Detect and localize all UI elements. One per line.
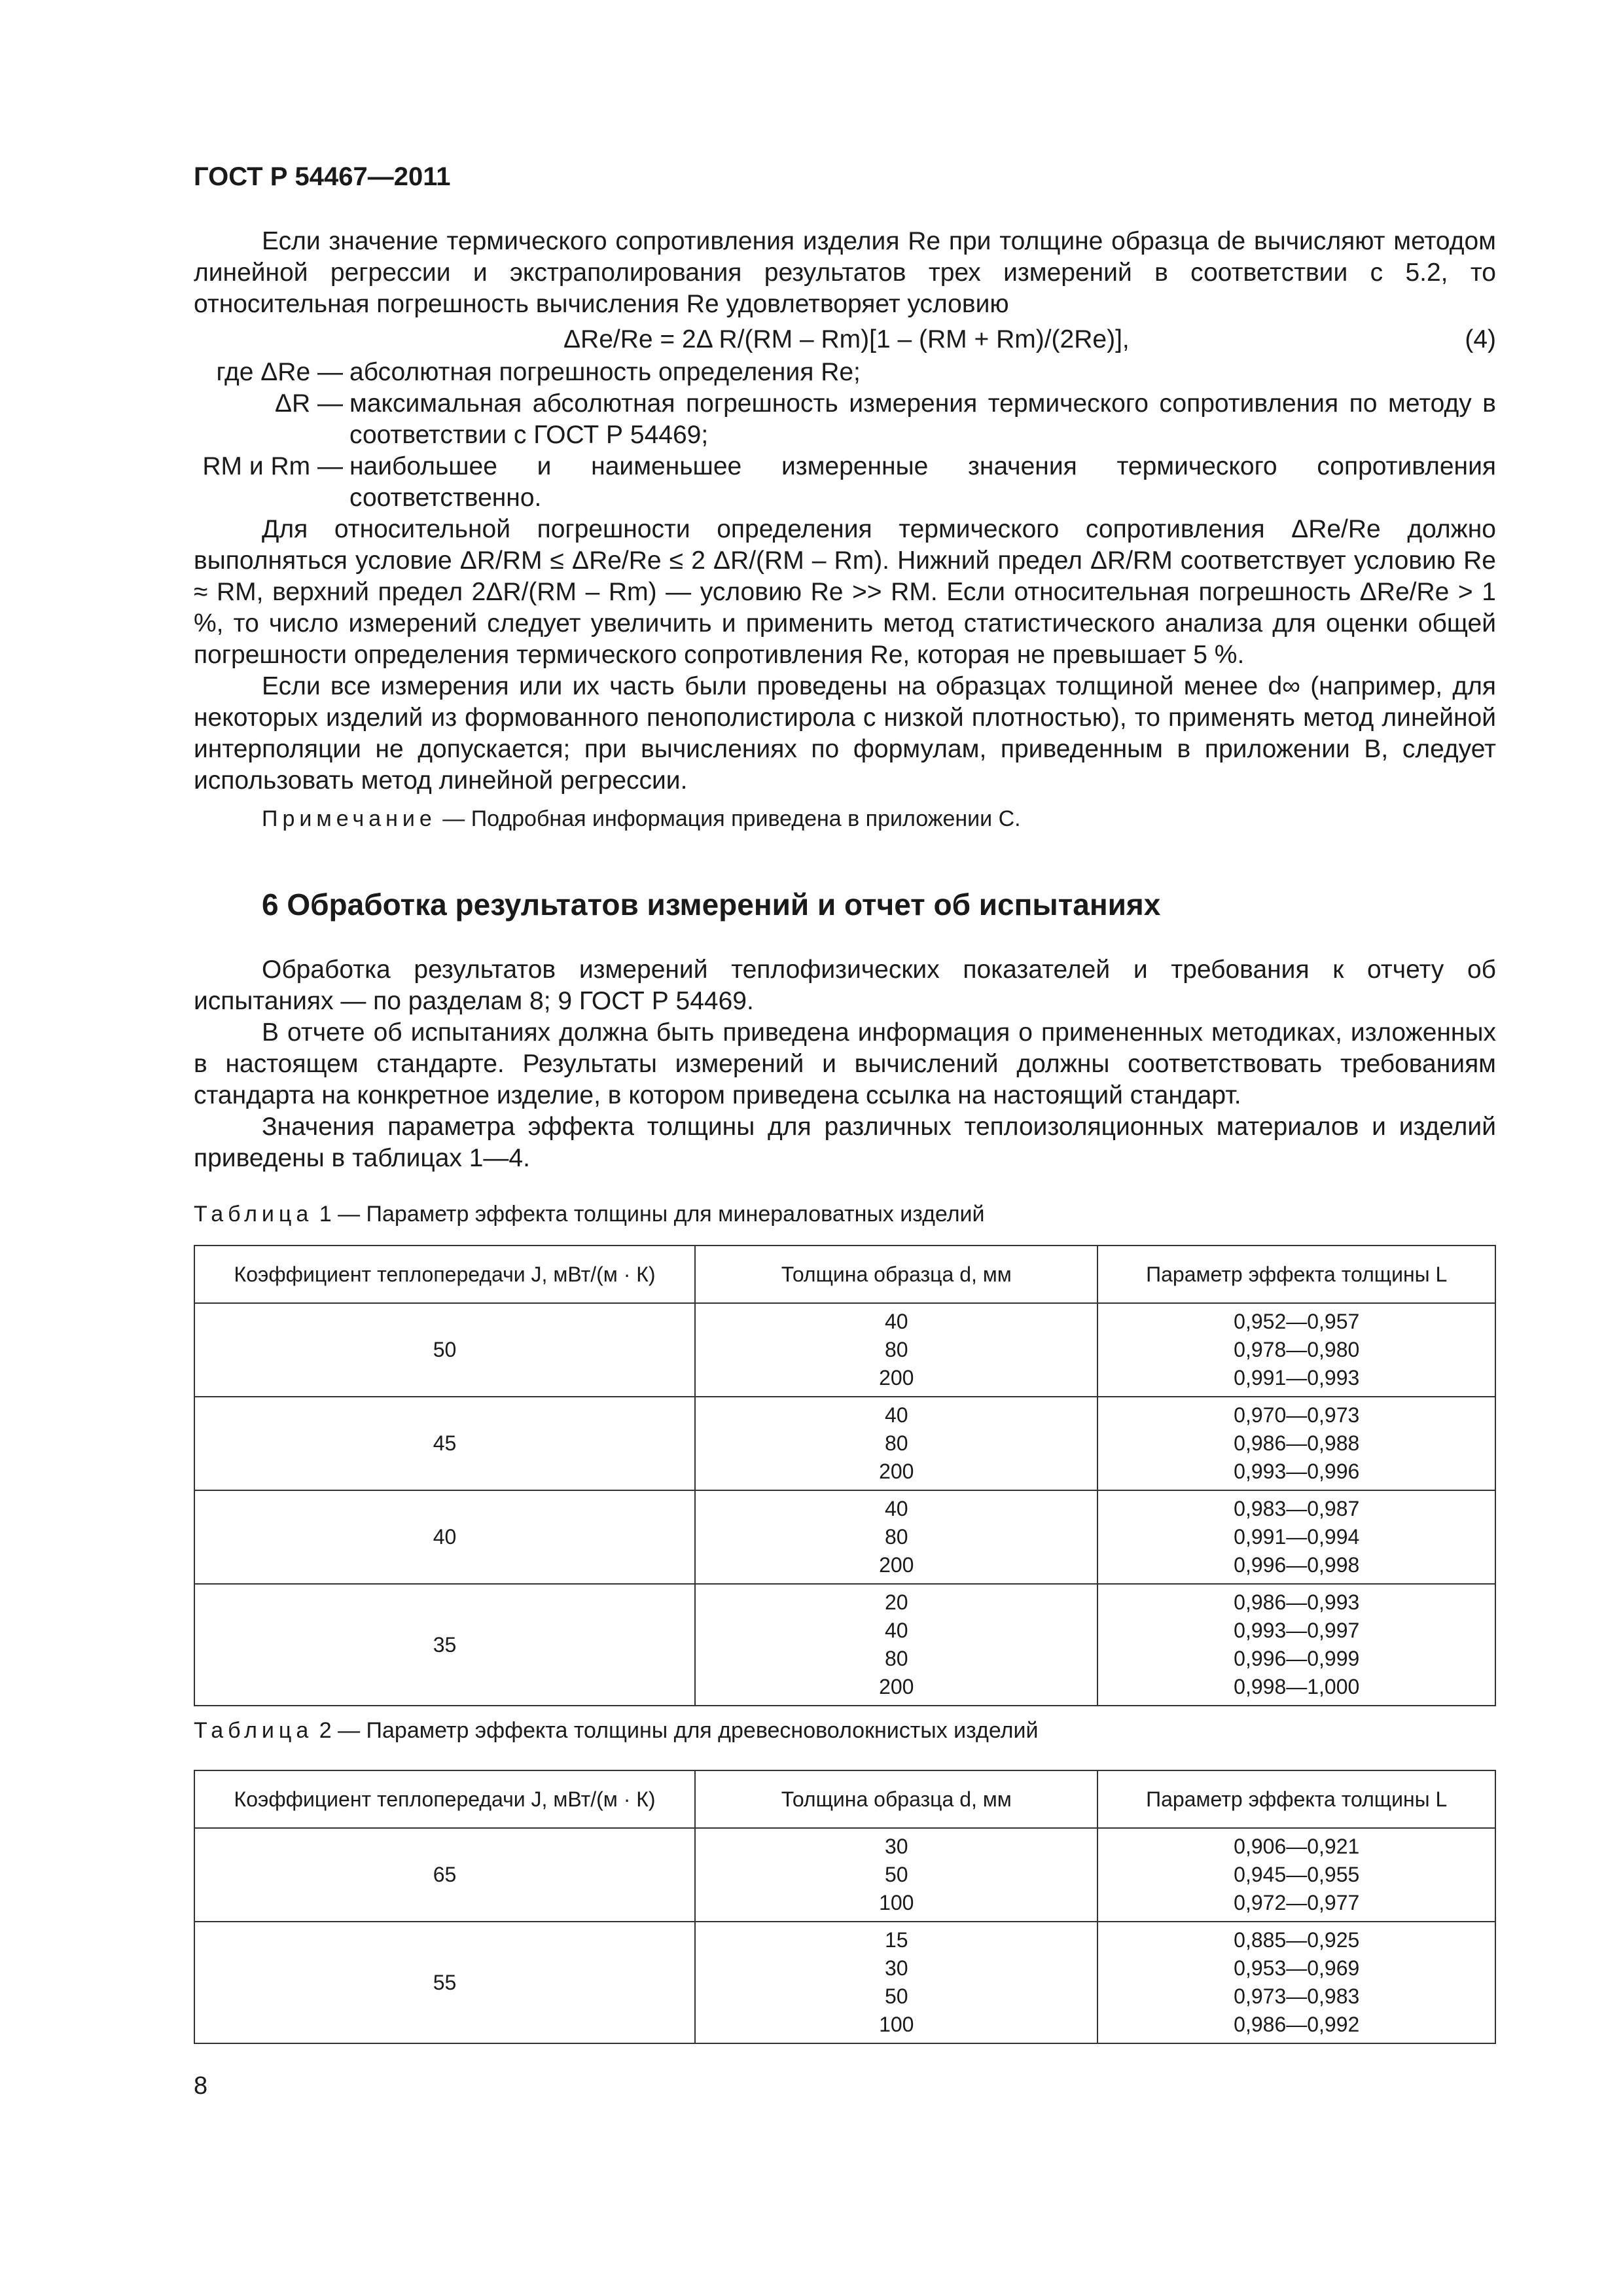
paragraph: Обработка результатов измерений теплофизических показателей и требования к отчету об испытаниях — по разделам 8; 9 ГОСТ Р 54469. — [194, 956, 1496, 1015]
parameter-value: 0,972—0,977 — [1234, 1891, 1360, 1914]
cell-coefficient: 50 — [194, 1303, 695, 1397]
column-header: Параметр эффекта толщины L — [1097, 1246, 1495, 1303]
parameter-value: 0,986—0,988 — [1234, 1431, 1360, 1455]
table-caption-text: 1 — Параметр эффекта толщины для минераловатных изделий — [313, 1202, 985, 1227]
cell-coefficient: 35 — [194, 1584, 695, 1706]
definition-text: максимальная абсолютная погрешность измерения термического сопротивления по методу в соответствии с ГОСТ Р 54469; — [349, 389, 1496, 449]
parameter-value: 0,993—0,996 — [1234, 1460, 1360, 1483]
document-header: ГОСТ Р 54467—2011 — [194, 162, 451, 191]
paragraph: Если все измерения или их часть были проведены на образцах толщиной менее d∞ (например, для некоторых изделий из формованного пенополистирола с низкой плотностью), то применять метод линейной интерполяции не допускается; при вычислениях по формулам, приведенным в приложении В, следует использовать метод линейной регрессии. — [194, 672, 1496, 795]
paragraph: Значения параметра эффекта толщины для различных теплоизоляционных материалов и изделий приведены в таблицах 1—4. — [194, 1113, 1496, 1172]
thickness-value: 50 — [884, 1863, 908, 1886]
cell-coefficient: 40 — [194, 1490, 695, 1584]
parameter-value: 0,996—0,998 — [1234, 1553, 1360, 1577]
parameter-value: 0,986—0,993 — [1234, 1590, 1360, 1614]
cell-thickness — [695, 1922, 1097, 2043]
cell-parameter — [1097, 1303, 1495, 1397]
parameter-value: 0,952—0,957 — [1234, 1310, 1360, 1333]
definition-text: абсолютная погрешность определения Re; — [349, 358, 861, 386]
definition — [194, 451, 1496, 514]
thickness-value: 200 — [879, 1366, 914, 1390]
column-header: Параметр эффекта толщины L — [1097, 1770, 1495, 1828]
table-row — [194, 1922, 1495, 2043]
thickness-value: 100 — [879, 1891, 914, 1914]
definition-text: наибольшее и наименьшее измеренные значения термического сопротивления соответственно. — [349, 452, 1496, 512]
cell-thickness — [695, 1584, 1097, 1706]
column-header: Толщина образца d, мм — [695, 1770, 1097, 1828]
cell-parameter — [1097, 1490, 1495, 1584]
table-header-row — [194, 1770, 1495, 1828]
thickness-value: 80 — [884, 1647, 908, 1670]
definition-term: ΔR — — [274, 389, 343, 418]
parameter-value: 0,996—0,999 — [1234, 1647, 1360, 1670]
parameter-value: 0,885—0,925 — [1234, 1928, 1360, 1952]
cell-thickness — [695, 1828, 1097, 1922]
table-2-caption — [194, 1718, 1038, 1744]
thickness-value: 15 — [884, 1928, 908, 1952]
parameter-value: 0,973—0,983 — [1234, 1984, 1360, 2008]
table-row — [194, 1397, 1495, 1490]
table-1-caption — [194, 1202, 985, 1227]
thickness-value: 100 — [879, 2013, 914, 2036]
definition — [194, 357, 1496, 388]
thickness-value: 40 — [884, 1403, 908, 1427]
cell-thickness — [695, 1397, 1097, 1490]
parameter-value: 0,986—0,992 — [1234, 2013, 1360, 2036]
note-text: — Подробная информация приведена в приложении С. — [436, 806, 1021, 831]
thickness-value: 20 — [884, 1590, 908, 1614]
definition-term: RM и Rm — — [202, 452, 343, 480]
intro-text — [194, 226, 1496, 834]
parameter-value: 0,945—0,955 — [1234, 1863, 1360, 1886]
thickness-value: 80 — [884, 1525, 908, 1549]
table-2 — [194, 1770, 1496, 2044]
paragraph: В отчете об испытаниях должна быть приведена информация о примененных методиках, изложенных в настоящем стандарте. Результаты измерений и вычислений должны соответствовать требованиям стандарта на конкретное изделие, в котором приведена ссылка на настоящий стандарт. — [194, 1018, 1496, 1109]
definition — [194, 388, 1496, 451]
thickness-value: 200 — [879, 1553, 914, 1577]
thickness-value: 80 — [884, 1431, 908, 1455]
definition-term: где ΔRe — — [216, 358, 343, 386]
formula-text: ΔRe/Re = 2Δ R/(RM – Rm)[1 – (RM + Rm)/(2Re)], — [563, 325, 1130, 353]
note-label: Примечание — [262, 806, 437, 831]
thickness-value: 50 — [884, 1984, 908, 2008]
parameter-value: 0,998—1,000 — [1234, 1675, 1360, 1698]
table-header-row — [194, 1246, 1495, 1303]
cell-parameter — [1097, 1922, 1495, 2043]
table-label: Таблица — [194, 1202, 313, 1227]
cell-thickness — [695, 1490, 1097, 1584]
definitions-list — [194, 357, 1496, 514]
table-label: Таблица — [194, 1718, 313, 1743]
thickness-value: 30 — [884, 1956, 908, 1980]
thickness-value: 30 — [884, 1835, 908, 1858]
parameter-value: 0,970—0,973 — [1234, 1403, 1360, 1427]
paragraph: Для относительной погрешности определения термического сопротивления ΔRe/Re должно выполняться условие ΔR/RM ≤ ΔRe/Re ≤ 2 ΔR/(RM – Rm). Нижний предел ΔR/RM соответствует условию Re ≈ RM, верхний предел 2ΔR/(RM – Rm) — условию Re >> RM. Если относительная погрешность ΔRe/Re > 1 %, то число измерений следует увеличить и применить метод статистического анализа для оценки общей погрешности определения термического сопротивления Re, которая не превышает 5 %. — [194, 515, 1496, 669]
cell-coefficient: 55 — [194, 1922, 695, 2043]
parameter-value: 0,991—0,993 — [1234, 1366, 1360, 1390]
table-row — [194, 1584, 1495, 1706]
section-title: 6 Обработка результатов измерений и отчет об испытаниях — [262, 888, 1161, 922]
column-header: Коэффициент теплопередачи J, мВт/(м · К) — [194, 1246, 695, 1303]
formula-4 — [194, 324, 1496, 357]
cell-coefficient: 45 — [194, 1397, 695, 1490]
cell-parameter — [1097, 1397, 1495, 1490]
parameter-value: 0,993—0,997 — [1234, 1619, 1360, 1642]
column-header: Коэффициент теплопередачи J, мВт/(м · К) — [194, 1770, 695, 1828]
cell-parameter — [1097, 1828, 1495, 1922]
parameter-value: 0,991—0,994 — [1234, 1525, 1360, 1549]
note — [194, 803, 1496, 834]
table-row — [194, 1490, 1495, 1584]
page-number: 8 — [194, 2072, 208, 2100]
table-1 — [194, 1245, 1496, 1706]
table-row — [194, 1828, 1495, 1922]
thickness-value: 80 — [884, 1338, 908, 1361]
parameter-value: 0,953—0,969 — [1234, 1956, 1360, 1980]
cell-thickness — [695, 1303, 1097, 1397]
cell-parameter — [1097, 1584, 1495, 1706]
table-caption-text: 2 — Параметр эффекта толщины для древесноволокнистых изделий — [313, 1718, 1039, 1743]
paragraph: Если значение термического сопротивления изделия Re при толщине образца de вычисляют методом линейной регрессии и экстраполирования результатов трех измерений в соответствии с 5.2, то относительная погрешность вычисления Re удовлетворяет условию — [194, 227, 1496, 318]
thickness-value: 200 — [879, 1675, 914, 1698]
parameter-value: 0,978—0,980 — [1234, 1338, 1360, 1361]
thickness-value: 200 — [879, 1460, 914, 1483]
thickness-value: 40 — [884, 1497, 908, 1520]
formula-number: (4) — [1465, 325, 1496, 353]
table-row — [194, 1303, 1495, 1397]
thickness-value: 40 — [884, 1619, 908, 1642]
section-text — [194, 954, 1496, 1174]
cell-coefficient: 65 — [194, 1828, 695, 1922]
parameter-value: 0,906—0,921 — [1234, 1835, 1360, 1858]
parameter-value: 0,983—0,987 — [1234, 1497, 1360, 1520]
column-header: Толщина образца d, мм — [695, 1246, 1097, 1303]
thickness-value: 40 — [884, 1310, 908, 1333]
